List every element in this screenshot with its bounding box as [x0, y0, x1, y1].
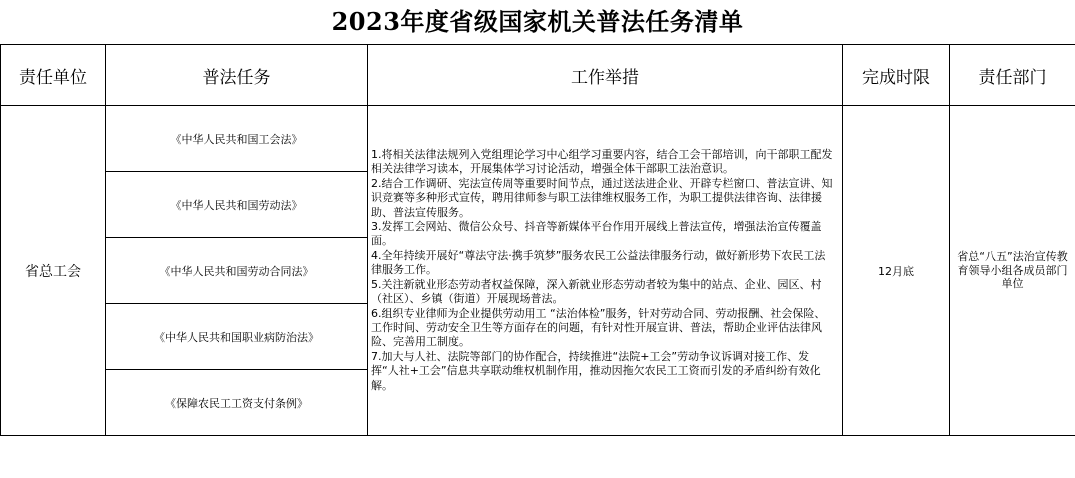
measures-cell	[368, 106, 843, 436]
measure-item: 6.组织专业律师为企业提供劳动用工 “法治体检”服务，针对劳动合同、劳动报酬、社会保险、工作时间、劳动安全卫生等方面存在的问题，有针对性开展宣讲、普法，帮助企业评估法律风险、完善用工制度。	[371, 306, 826, 349]
law-cell: 《中华人民共和国劳动法》	[106, 172, 368, 238]
law-cell: 《中华人民共和国职业病防治法》	[106, 304, 368, 370]
law-cell: 《中华人民共和国工会法》	[106, 106, 368, 172]
header-deadline: 完成时限	[843, 45, 950, 106]
measure-item: 1.将相关法律法规列入党组理论学习中心组学习重要内容，结合工会干部培训，向干部职工配发相关法律学习读本，开展集体学习讨论活动，增强全体干部职工法治意识。	[371, 148, 833, 176]
table-row	[1, 106, 1075, 172]
dept-cell: 省总“八五”法治宣传教育领导小组各成员部门单位	[950, 106, 1075, 436]
measure-item: 2.结合工作调研、宪法宣传周等重要时间节点，通过送法进企业、开辟专栏窗口、普法宣讲、知识竞赛等多种形式宣传，聘用律师参与职工法律维权服务工作，为职工提供法律咨询、法律援助、普法宣传服务。	[371, 176, 833, 219]
law-cell: 《保障农民工工资支付条例》	[106, 370, 368, 436]
deadline-cell: 12月底	[843, 106, 950, 436]
measure-item: 5.关注新就业形态劳动者权益保障，深入新就业形态劳动者较为集中的站点、企业、园区、村（社区）、乡镇（街道）开展现场普法。	[371, 277, 822, 306]
page-title: 2023年度省级国家机关普法任务清单	[331, 7, 744, 36]
measure-item: 3.发挥工会网站、微信公众号、抖音等新媒体平台作用开展线上普法宣传，增强法治宣传覆盖面。	[371, 220, 822, 248]
header-row	[1, 45, 1075, 106]
header-measures: 工作举措	[368, 45, 843, 106]
responsible-unit: 省总工会	[1, 106, 106, 436]
measure-item: 7.加大与人社、法院等部门的协作配合，持续推进“法院+工会”劳动争议诉调对接工作、发挥“人社+工会”信息共享联动维权机制作用，推动因拖欠农民工工资而引发的矛盾纠纷有效化解。	[371, 349, 821, 392]
task-table	[0, 44, 1075, 436]
law-cell: 《中华人民共和国劳动合同法》	[106, 238, 368, 304]
header-task: 普法任务	[106, 45, 368, 106]
header-dept: 责任部门	[950, 45, 1075, 106]
header-unit: 责任单位	[1, 45, 106, 106]
measure-item: 4.全年持续开展好“尊法守法·携手筑梦”服务农民工公益法律服务行动，做好新形势下农民工法律服务工作。	[371, 248, 826, 277]
